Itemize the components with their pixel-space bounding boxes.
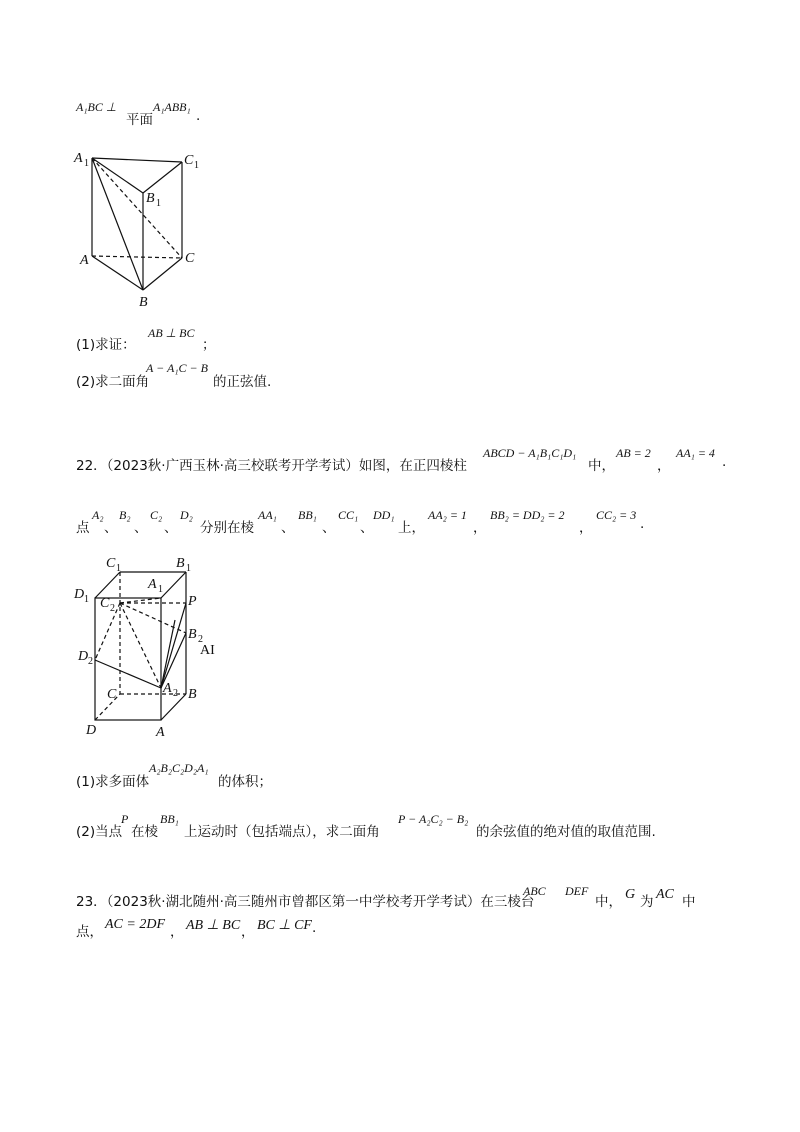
- q22-eq-aa2: AA₂ = 1: [428, 508, 467, 522]
- q23-zhong: 中，: [595, 894, 622, 910]
- q22-sep2: 、: [134, 520, 148, 536]
- fig2-label-d1: D: [74, 587, 85, 602]
- fig2-label-a: A: [156, 725, 165, 740]
- q22-part1-prefix: (1)求多面体: [76, 774, 150, 790]
- fig2-label-c1: C: [106, 556, 116, 571]
- q22-point-c2: C₂: [150, 508, 163, 522]
- fig2-label-d: D: [86, 723, 97, 738]
- q23-comma2: ，: [241, 924, 255, 940]
- fig2-label-p: P: [188, 594, 197, 609]
- q22-sep4: 、: [281, 520, 295, 536]
- fig2-sub-b2: 2: [198, 634, 203, 645]
- q22-fenbie: 分别在棱: [200, 520, 254, 536]
- q22-part1-end: 的体积；: [218, 774, 272, 790]
- q22-point-b2: B₂: [119, 508, 131, 522]
- fig2-label-a2: A: [163, 681, 172, 696]
- q22-comma: ，: [657, 458, 671, 474]
- fig2-sub-c1: 1: [116, 563, 121, 574]
- q22-point-a2: A₂: [92, 508, 104, 522]
- q22-line1-end: .: [722, 454, 727, 470]
- fig2-sub-a1: 1: [158, 584, 163, 595]
- fig1-sub-c1: 1: [194, 160, 199, 171]
- fig2-label-ai: AI: [200, 643, 215, 658]
- fig2-sub-a2: 2: [173, 688, 178, 699]
- q22-math-prism: ABCD − A₁B₁C₁D₁: [483, 446, 577, 460]
- fig1-sub-a1: 1: [84, 158, 89, 169]
- q21-part1-prefix: (1)求证：: [76, 337, 136, 353]
- q23-stem-line1: 23．（2023秋·湖北随州·高三随州市曾都区第一中学校考开学考试）在三棱台: [76, 894, 535, 910]
- q23-math-abc: ABC: [523, 884, 546, 898]
- q22-part2-end: 的余弦值的绝对值的取值范围.: [476, 824, 656, 840]
- q23-line2-dian: 点，: [76, 924, 103, 940]
- q23-wei: 为: [640, 894, 654, 910]
- q21-part2-end: 的正弦值.: [213, 374, 272, 390]
- fig1-label-a1: A: [74, 151, 83, 166]
- q22-text-zhong: 中，: [588, 458, 615, 474]
- q21-part1-math: AB ⊥ BC: [148, 326, 195, 340]
- q22-part2-bb1: BB₁: [160, 812, 179, 826]
- q22-sep1: 、: [104, 520, 118, 536]
- q22-edge-dd1: DD₁: [373, 508, 395, 522]
- fig1-label-b: B: [139, 295, 148, 310]
- q22-part2-zaileng: 在棱: [131, 824, 158, 840]
- q22-part1-math: A₂B₂C₂D₂A₁: [149, 761, 209, 775]
- q23-line2-end: .: [312, 920, 317, 936]
- fig2-sub-d2: 2: [88, 656, 93, 667]
- q22-part2-math: P − A₂C₂ − B₂: [398, 812, 469, 826]
- q22-stem-line1: 22．（2023秋·广西玉林·高三校联考开学考试）如图，在正四棱柱: [76, 458, 467, 474]
- top-math-plane: A₁ABB₁: [153, 100, 191, 114]
- q21-part2-prefix: (2)求二面角: [76, 374, 150, 390]
- fig2-sub-d1: 1: [84, 594, 89, 605]
- fig2-label-d2: D: [78, 649, 89, 664]
- q22-edge-aa1: AA₁: [258, 508, 277, 522]
- fig1-sub-b1: 1: [156, 198, 161, 209]
- q23-math-def: DEF: [565, 884, 589, 898]
- q22-sep6: 、: [360, 520, 374, 536]
- q22-part2-prefix: (2)当点: [76, 824, 123, 840]
- q22-sep3: 、: [164, 520, 178, 536]
- q23-eq-ac: AC = 2DF: [105, 917, 165, 932]
- q23-eq-bc-cf: BC ⊥ CF: [257, 918, 312, 933]
- q22-edge-cc1: CC₁: [338, 508, 359, 522]
- fig2-label-c2: C: [100, 596, 110, 611]
- q22-math-ab: AB = 2: [616, 446, 651, 460]
- q23-line1-end: 中: [682, 894, 696, 910]
- top-word-plane: 平面: [126, 112, 153, 128]
- q22-part2-mid: 上运动时（包括端点），求二面角: [184, 824, 380, 840]
- q22-point-d2: D₂: [180, 508, 193, 522]
- fig2-sub-b1: 1: [186, 563, 191, 574]
- q22-comma1: ，: [473, 520, 487, 536]
- q22-math-aa1: AA₁ = 4: [676, 446, 715, 460]
- q22-comma2: ，: [579, 520, 593, 536]
- fig1-label-c1: C: [184, 153, 194, 168]
- q22-edge-bb1: BB₁: [298, 508, 317, 522]
- q23-math-g: G: [625, 887, 636, 902]
- q23-eq-ab-bc: AB ⊥ BC: [186, 918, 241, 933]
- q22-line2-end: .: [640, 516, 645, 532]
- top-math-a1bc: A₁BC ⊥: [76, 100, 117, 114]
- fig1-label-c: C: [185, 251, 195, 266]
- fig2-label-b2: B: [188, 627, 197, 642]
- q21-part2-math: A − A₁C − B: [146, 361, 208, 375]
- q22-eq-bb2-dd2: BB₂ = DD₂ = 2: [490, 508, 565, 522]
- fig2-sub-c2: 2: [110, 603, 115, 614]
- q22-part2-p: P: [121, 812, 129, 826]
- q22-line2-dian: 点: [76, 520, 90, 536]
- fig2-label-b1: B: [176, 556, 185, 571]
- q23-math-ac: AC: [656, 887, 674, 902]
- q23-comma1: ，: [170, 924, 184, 940]
- top-end: .: [196, 108, 201, 124]
- fig2-label-c: C: [107, 687, 117, 702]
- q21-part1-end: ；: [202, 337, 216, 353]
- q22-eq-cc2: CC₂ = 3: [596, 508, 637, 522]
- fig1-label-b1: B: [146, 191, 155, 206]
- fig2-label-a1: A: [148, 577, 157, 592]
- q22-shang: 上，: [398, 520, 425, 536]
- q22-sep5: 、: [322, 520, 336, 536]
- fig1-label-a: A: [80, 253, 89, 268]
- fig2-label-b: B: [188, 687, 197, 702]
